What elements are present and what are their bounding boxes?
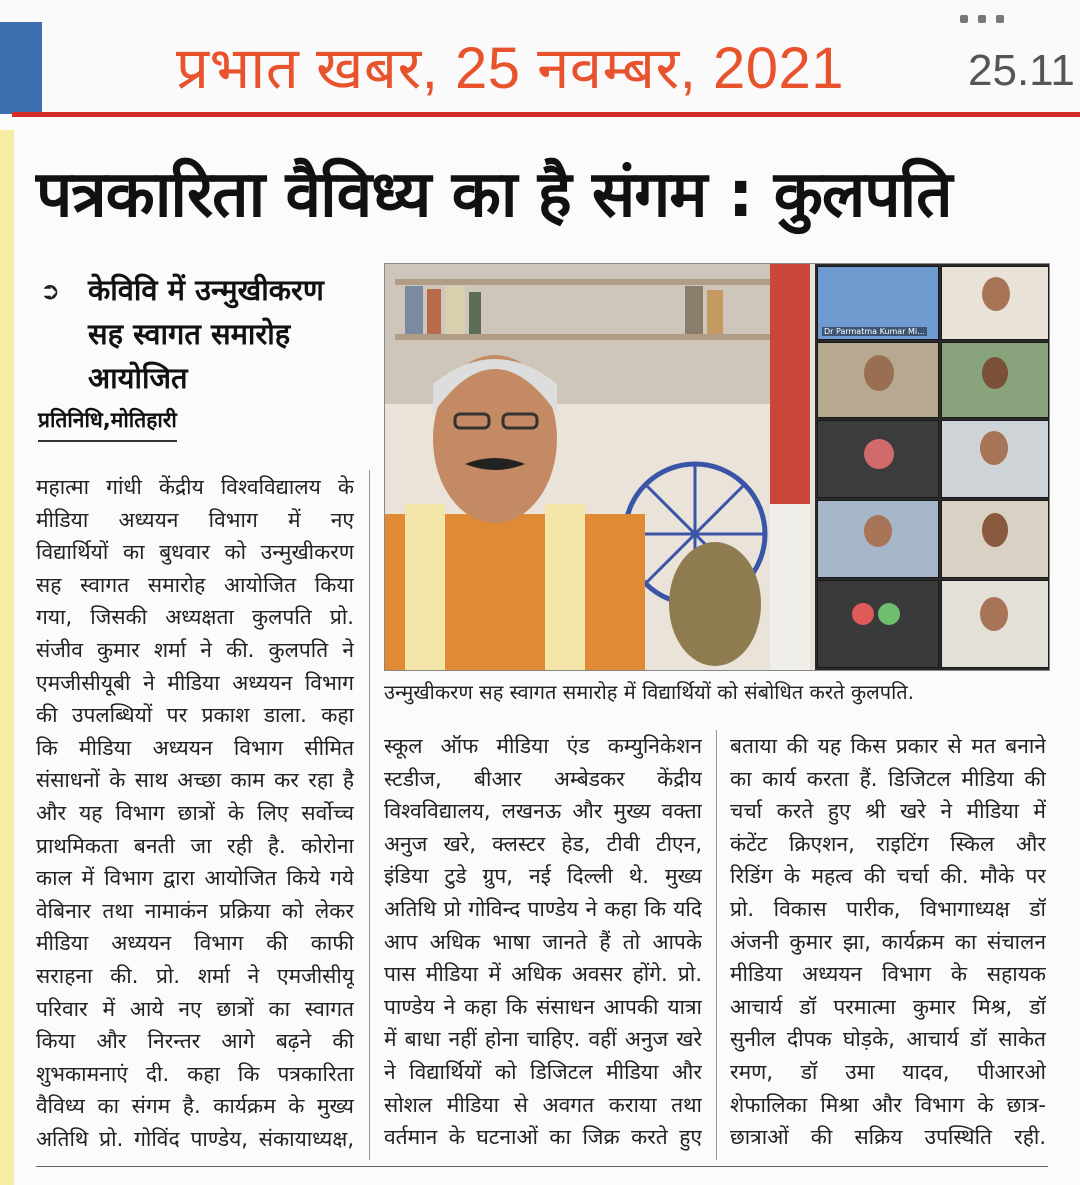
article-text-line: मीडिया अध्ययन विभाग में नए xyxy=(36,507,354,532)
article-column-3 xyxy=(730,730,1046,1154)
video-tile xyxy=(941,342,1049,418)
video-tile xyxy=(941,580,1049,668)
article-text-line: कंटेंट क्रिएशन, राइटिंग स्किल और xyxy=(730,831,1046,856)
article-text-line: स्कूल ऑफ मीडिया एंड कम्युनिकेशन xyxy=(384,734,702,758)
video-tile xyxy=(817,420,939,498)
article-text-line: इंडिया टुडे ग्रुप, नई दिल्ली थे. मुख्य xyxy=(384,864,702,889)
article-text-line: संसाधनों के साथ अच्छा काम कर रहा है xyxy=(36,768,354,793)
article-text-line: विद्यार्थियों का बुधवार को उन्मुखीकरण xyxy=(36,540,354,565)
header-marks xyxy=(960,8,1080,22)
article-text-line: मीडिया अध्ययन विभाग के सहायक xyxy=(730,962,1046,987)
article-text-line: महात्मा गांधी केंद्रीय विश्वविद्यालय के xyxy=(36,475,354,499)
article-text-line: परिवार में आये नए छात्रों का स्वागत xyxy=(36,996,354,1021)
bottom-rule xyxy=(36,1166,1048,1167)
article-text-line: अंजनी कुमार झा, कार्यक्रम का संचालन xyxy=(730,929,1046,954)
article-text-line: अतिथि प्रो. गोविंद पाण्डेय, संकायाध्यक्ष, xyxy=(36,1126,354,1151)
video-tile xyxy=(817,580,939,668)
article-text-line: आचार्य डॉ परमात्मा कुमार मिश्र, डॉ xyxy=(730,994,1046,1019)
article-text-line: अनुज खरे, क्लस्टर हेड, टीवी टीएन, xyxy=(384,831,702,856)
article-headline: पत्रकारिता वैविध्य का है संगम : कुलपति xyxy=(36,158,952,232)
corner-date: 25.11 xyxy=(968,46,1075,95)
article-text-line: विश्वविद्यालय, लखनऊ और मुख्य वक्ता xyxy=(384,799,702,824)
video-tile xyxy=(941,266,1049,340)
article-text-line: प्राथमिकता बनती जा रही है. कोरोना xyxy=(36,833,354,858)
subheading-line: केविवि में उन्मुखीकरण xyxy=(88,273,324,307)
article-text-line: और यह विभाग छात्रों के लिए सर्वोच्च xyxy=(36,800,354,825)
source-date-line: प्रभात खबर, 25 नवम्बर, 2021 xyxy=(176,36,844,101)
column-divider xyxy=(369,470,370,1160)
article-text-line: वर्तमान के घटनाओं का जिक्र करते हुए xyxy=(384,1125,702,1150)
article-text-line: शेफालिका मिश्रा और विभाग के छात्र- xyxy=(730,1092,1046,1117)
article-text-line: काल में विभाग द्वारा आयोजित किये गये xyxy=(36,866,354,891)
subheading-line: आयोजित xyxy=(88,361,188,395)
article-text-line: रिडिंग के महत्व की चर्चा की. मौके पर xyxy=(730,864,1046,889)
article-text-line: आप अधिक भाषा जानते हैं तो आपके xyxy=(384,929,702,954)
article-text-line: सह स्वागत समारोह आयोजित किया xyxy=(36,572,354,597)
article-text-line: वेबिनार तथा नामाकंन प्रक्रिया को लेकर xyxy=(36,898,354,923)
article-text-line: रमण, डॉ उमा यादव, पीआरओ xyxy=(730,1059,1046,1084)
bullet-arrow-icon: ➲ xyxy=(40,277,61,305)
article-text-line: संजीव कुमार शर्मा ने की. कुलपति ने xyxy=(36,637,354,662)
article-text-line: ने विद्यार्थियों को डिजिटल मीडिया और xyxy=(384,1059,702,1084)
article-text-line: कि मीडिया अध्ययन विभाग सीमित xyxy=(36,735,354,760)
article-text-line: पास मीडिया में अधिक अवसर होंगे. प्रो. xyxy=(384,962,702,987)
column-divider xyxy=(716,730,717,1160)
article-text-line: किया और निरन्तर आगे बढ़ने की xyxy=(36,1029,354,1054)
byline: प्रतिनिधि,मोतिहारी xyxy=(38,406,177,442)
blue-margin-strip xyxy=(0,22,42,114)
article-text-line: पाण्डेय ने कहा कि संसाधन आपकी यात्रा xyxy=(384,994,702,1019)
video-tile xyxy=(941,420,1049,498)
article-text-line: सराहना की. प्रो. शर्मा ने एमजीसीयू xyxy=(36,963,354,988)
article-text-line: अतिथि प्रो गोविन्द पाण्डेय ने कहा कि यदि xyxy=(384,896,702,921)
article-subheading xyxy=(88,268,388,400)
video-tile: Dr Parmatma Kumar Mi... xyxy=(817,266,939,340)
article-text-line: एमजीसीयूबी ने मीडिया अध्ययन विभाग xyxy=(36,670,354,695)
article-column-2 xyxy=(384,730,702,1154)
article-text-line: गया, जिसकी अध्यक्षता कुलपति प्रो. xyxy=(36,605,354,630)
article-text-line: छात्राओं की सक्रिय उपस्थिति रही. xyxy=(730,1125,1046,1150)
video-tile xyxy=(817,500,939,578)
article-text-line: सुनील दीपक घोड़के, आचार्य डॉ साकेत xyxy=(730,1027,1046,1052)
left-page-edge xyxy=(0,130,14,1185)
article-text-line: चर्चा करते हुए श्री खरे ने मीडिया में xyxy=(730,799,1046,824)
header-red-rule xyxy=(12,112,1080,117)
subheading-line: सह स्वागत समारोह xyxy=(88,317,291,351)
article-text-line: का कार्य करता हैं. डिजिटल मीडिया की xyxy=(730,766,1046,791)
video-tile xyxy=(817,342,939,418)
article-text-line: बताया की यह किस प्रकार से मत बनाने xyxy=(730,734,1046,758)
article-text-line: वैविध्य का संगम है. कार्यक्रम के मुख्य xyxy=(36,1094,354,1119)
photo-caption: उन्मुखीकरण सह स्वागत समारोह में विद्यार्थियों को संबोधित करते कुलपति. xyxy=(384,680,915,704)
article-text-line: शुभकामनाएं दी. कहा कि पत्रकारिता xyxy=(36,1061,354,1086)
video-tile xyxy=(941,500,1049,578)
article-text-line: मीडिया अध्ययन विभाग की काफी xyxy=(36,931,354,956)
article-text-line: स्टडीज, बीआर अम्बेडकर केंद्रीय xyxy=(384,766,702,791)
article-text-line: सोशल मीडिया से अवगत कराया तथा xyxy=(384,1092,702,1117)
article-text-line: की उपलब्धियों पर प्रकाश डाला. कहा xyxy=(36,703,354,728)
article-text-line: प्रो. विकास पारीक, विभागाध्यक्ष डॉ xyxy=(730,896,1046,921)
article-column-1 xyxy=(36,471,354,1155)
article-photo xyxy=(384,263,1050,671)
article-text-line: में बाधा नहीं होना चाहिए. वहीं अनुज खरे xyxy=(384,1027,702,1052)
